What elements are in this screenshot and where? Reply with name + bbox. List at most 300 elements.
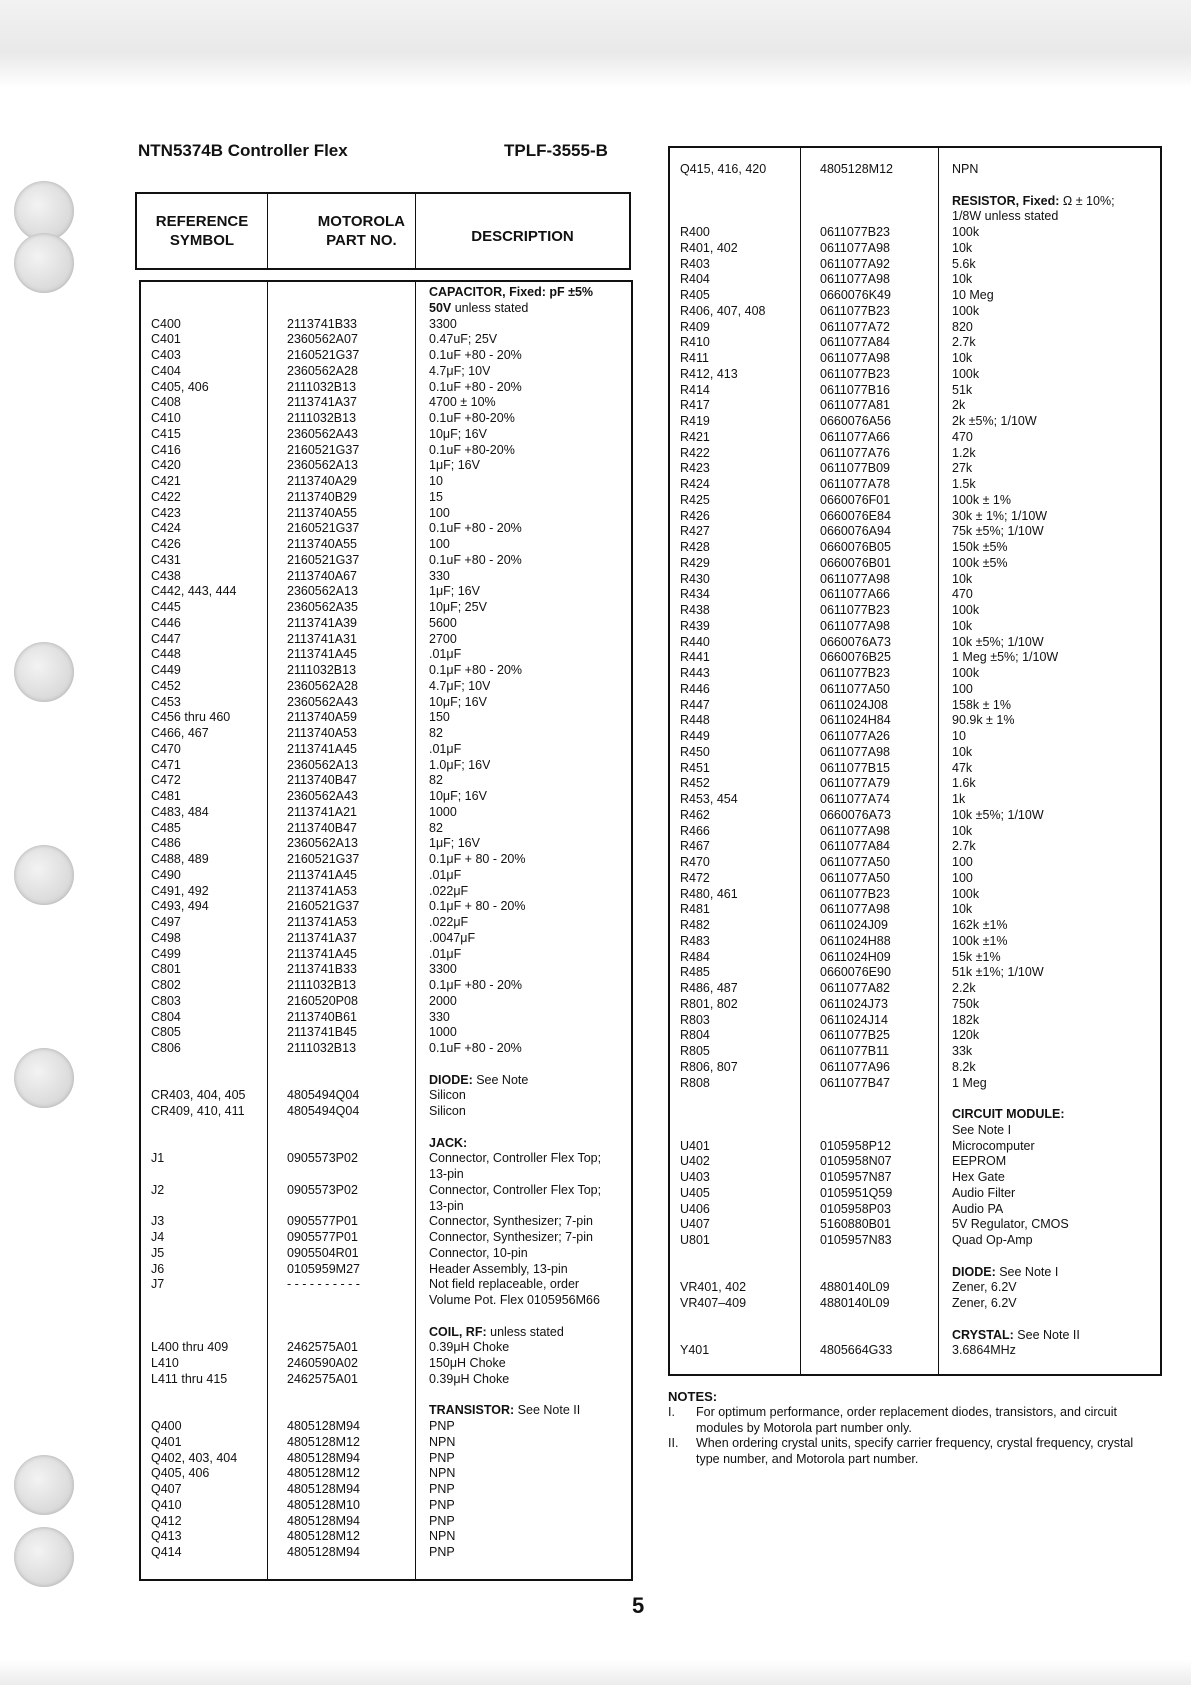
reference-symbol: Q400: [151, 1419, 182, 1433]
part-number: 0611077B23: [820, 366, 890, 381]
table-row: [141, 1262, 631, 1278]
table-row: [141, 285, 631, 301]
description: 100: [952, 681, 973, 696]
table-row: [141, 1025, 631, 1041]
table-row: [670, 1280, 1160, 1296]
part-number: 0611077B23: [820, 886, 890, 901]
part-number: 2160521G37: [287, 521, 360, 536]
reference-symbol: R406, 407, 408: [680, 303, 766, 318]
description: [415, 1403, 580, 1419]
part-number: 2111032B13: [287, 411, 357, 425]
left-parts-table: [139, 280, 633, 1581]
part-number: 0611077B15: [820, 760, 890, 775]
reference-symbol: C466, 467: [151, 726, 209, 740]
reference-symbol: R450: [680, 744, 710, 759]
description: .01μF: [429, 867, 462, 882]
description: Connector, Controller Flex Top;: [429, 1151, 602, 1166]
part-number: 0611077A98: [820, 240, 890, 255]
part-number: - - - - - - - - - -: [287, 1277, 360, 1292]
description: [415, 285, 593, 301]
reference-symbol: J6: [151, 1261, 165, 1276]
part-number: 0611077A98: [820, 744, 890, 759]
description: .0047μF: [429, 930, 476, 945]
description: .022μF: [429, 915, 469, 929]
part-number: 2113741A21: [287, 804, 357, 819]
reference-symbol: Q415, 416, 420: [680, 162, 767, 176]
reference-symbol: R453, 454: [680, 792, 738, 806]
description: PNP: [429, 1419, 455, 1433]
table-row: [670, 1091, 1160, 1107]
table-row: [670, 1139, 1160, 1155]
description: 75k ±5%; 1/10W: [952, 524, 1044, 539]
table-row: [141, 301, 631, 317]
reference-symbol: Q401: [151, 1434, 182, 1449]
reference-symbol: R808: [680, 1075, 710, 1090]
description: NPN: [429, 1466, 456, 1481]
table-row: [670, 603, 1160, 619]
part-number: 0611077B23: [820, 225, 890, 239]
part-number: 0905504R01: [287, 1245, 359, 1260]
part-number: [267, 1388, 415, 1404]
table-row: [141, 773, 631, 789]
part-number: [267, 1293, 415, 1309]
section-heading: JACK:: [429, 1135, 468, 1150]
section-heading: DIODE:: [952, 1264, 996, 1279]
reference-symbol: C416: [151, 442, 181, 457]
section-heading: DIODE:: [429, 1072, 473, 1087]
part-number: 0611077B23: [820, 603, 890, 617]
part-number: 4805494Q04: [287, 1104, 360, 1118]
part-number: 4805128M12: [287, 1529, 360, 1544]
part-number: 2160521G37: [287, 552, 360, 567]
description: 2k ±5%; 1/10W: [952, 414, 1037, 428]
binder-hole: [14, 642, 74, 702]
description: 4700 ± 10%: [429, 395, 496, 410]
part-number: 2113741A37: [287, 930, 357, 945]
part-number: 4805128M94: [287, 1419, 360, 1433]
table-row: [670, 446, 1160, 462]
table-row: [670, 1123, 1160, 1139]
reference-symbol: R429: [680, 555, 710, 570]
description: 100: [429, 537, 450, 551]
section-note: See Note II: [514, 1403, 581, 1418]
description: Connector, Synthesizer; 7-pin: [429, 1214, 593, 1229]
description: 0.1uF +80 - 20%: [429, 521, 522, 536]
table-row: [670, 524, 1160, 540]
part-number: [267, 285, 415, 301]
table-row: [141, 1340, 631, 1356]
description: Connector, Synthesizer; 7-pin: [429, 1230, 593, 1244]
description: 5V Regulator, CMOS: [952, 1217, 1069, 1232]
part-number: 0905577P01: [287, 1230, 358, 1244]
reference-symbol: U405: [680, 1185, 710, 1200]
note-text: For optimum performance, order replacement diodes, transistors, and circuit modules by Motorola part number only.: [696, 1404, 1118, 1435]
reference-symbol: C405, 406: [151, 379, 209, 394]
description: [938, 1249, 952, 1265]
table-row: [670, 162, 1160, 178]
section-note: See Note I: [995, 1264, 1059, 1279]
part-number: 2113741A31: [287, 631, 357, 646]
reference-symbol: R451: [680, 760, 710, 775]
reference-symbol: C403: [151, 348, 181, 362]
reference-symbol: [141, 1073, 267, 1089]
description: 100k: [952, 225, 980, 239]
description: 82: [429, 726, 443, 740]
reference-symbol: [670, 1265, 800, 1281]
table-row: [670, 194, 1160, 210]
reference-symbol: R449: [680, 729, 710, 743]
reference-symbol: C804: [151, 1009, 181, 1024]
reference-symbol: R427: [680, 524, 710, 539]
table-row: [670, 855, 1160, 871]
reference-symbol: C410: [151, 411, 181, 425]
part-number: [267, 1073, 415, 1089]
table-row: [670, 1312, 1160, 1328]
table-row: [141, 758, 631, 774]
part-number: [267, 1309, 415, 1325]
table-row: [141, 348, 631, 364]
reference-symbol: R472: [680, 870, 710, 885]
description: 150k ±5%: [952, 540, 1008, 554]
description: 1 Meg ±5%; 1/10W: [952, 650, 1059, 665]
table-row: [141, 506, 631, 522]
part-number: 0611077A50: [820, 870, 890, 885]
section-note: unless stated: [486, 1324, 564, 1339]
part-number: 2113741A53: [287, 915, 357, 929]
table-row: [141, 1199, 631, 1215]
reference-symbol: R414: [680, 382, 710, 397]
description: 1.2k: [952, 445, 976, 460]
part-number: 2160520P08: [287, 993, 358, 1008]
table-row: [141, 962, 631, 978]
table-row: [141, 395, 631, 411]
reference-symbol: C470: [151, 741, 181, 756]
description: 8.2k: [952, 1059, 976, 1074]
reference-symbol: R421: [680, 429, 710, 444]
table-row: [141, 710, 631, 726]
description: 10μF; 25V: [429, 600, 487, 614]
table-row: [670, 272, 1160, 288]
reference-symbol: L400 thru 409: [151, 1340, 229, 1355]
description: [415, 1309, 429, 1325]
table-row: [670, 572, 1160, 588]
part-number: 4880140L09: [820, 1280, 890, 1295]
part-number: 4880140L09: [820, 1296, 890, 1310]
part-number: 0611077A50: [820, 681, 890, 696]
description: NPN: [429, 1529, 456, 1544]
part-number: [800, 1123, 938, 1139]
table-row: [141, 1057, 631, 1073]
description: 0.39μH Choke: [429, 1371, 510, 1386]
reference-symbol: [670, 194, 800, 210]
part-number: 2160521G37: [287, 442, 360, 457]
section-heading: CIRCUIT MODULE:: [952, 1107, 1065, 1121]
reference-symbol: R417: [680, 398, 710, 413]
table-row: [670, 225, 1160, 241]
table-row: [670, 808, 1160, 824]
part-number: 2160521G37: [287, 348, 360, 362]
table-row: [141, 1466, 631, 1482]
reference-symbol: C442, 443, 444: [151, 584, 237, 599]
reference-symbol: Q407: [151, 1482, 182, 1496]
reference-symbol: L411 thru 415: [151, 1371, 228, 1386]
reference-symbol: C483, 484: [151, 804, 209, 819]
reference-symbol: C453: [151, 694, 181, 709]
description: 182k: [952, 1012, 980, 1027]
description: 470: [952, 587, 973, 602]
reference-symbol: VR407–409: [680, 1296, 747, 1310]
table-row: [141, 443, 631, 459]
description: 10k: [952, 272, 973, 287]
table-row: [141, 490, 631, 506]
table-row: [141, 805, 631, 821]
description: 2.7k: [952, 839, 976, 854]
description: 2.2k: [952, 981, 976, 995]
description: 0.1μF + 80 - 20%: [429, 899, 526, 914]
part-number: 2160521G37: [287, 899, 360, 914]
part-number: 0905573P02: [287, 1151, 358, 1166]
table-row: [670, 729, 1160, 745]
reference-symbol: C438: [151, 568, 181, 583]
table-row: [141, 742, 631, 758]
reference-symbol: R804: [680, 1028, 710, 1043]
reference-symbol: [141, 285, 267, 301]
part-number: [267, 1136, 415, 1152]
reference-symbol: R410: [680, 335, 710, 350]
part-number: 0105958N07: [820, 1154, 892, 1169]
description: 100: [952, 855, 973, 869]
reference-symbol: C400: [151, 316, 181, 331]
table-row: [141, 1151, 631, 1167]
part-number: 2113740A59: [287, 710, 357, 725]
description: 1k: [952, 792, 966, 806]
part-number: [800, 178, 938, 194]
reference-symbol: C802: [151, 978, 181, 992]
section-note: See Note II: [1013, 1327, 1080, 1342]
part-number: 2360562A43: [287, 426, 358, 441]
reference-symbol: [141, 1057, 267, 1073]
note-number: I.: [668, 1404, 675, 1419]
part-number: 2111032B13: [287, 663, 357, 677]
description: .01μF: [429, 647, 462, 662]
reference-symbol: C805: [151, 1025, 181, 1040]
table-row: [670, 540, 1160, 556]
reference-symbol: C803: [151, 993, 181, 1008]
table-row: [141, 1010, 631, 1026]
table-row: [670, 351, 1160, 367]
part-number: 0611077A98: [820, 351, 890, 365]
part-number: 0611077A84: [820, 335, 890, 350]
table-row: [670, 650, 1160, 666]
table-row: [670, 178, 1160, 194]
table-row: [141, 1136, 631, 1152]
table-row: [670, 383, 1160, 399]
reference-symbol: J7: [151, 1277, 165, 1292]
reference-symbol: [141, 1120, 267, 1136]
part-number: 2360562A13: [287, 836, 358, 851]
reference-symbol: CR403, 404, 405: [151, 1088, 246, 1103]
description: [415, 1325, 564, 1341]
reference-symbol: Q410: [151, 1497, 182, 1512]
reference-symbol: L410: [151, 1356, 179, 1370]
table-row: [670, 398, 1160, 414]
table-row: [141, 1482, 631, 1498]
part-number: 0611024J09: [820, 918, 888, 932]
reference-symbol: C422: [151, 489, 181, 504]
description: Connector, Controller Flex Top;: [429, 1182, 602, 1197]
reference-symbol: R480, 461: [680, 886, 738, 901]
part-number: 0611077A66: [820, 429, 890, 444]
part-number: 0611077A66: [820, 587, 890, 602]
table-row: [670, 556, 1160, 572]
reference-symbol: R439: [680, 618, 710, 633]
description: Zener, 6.2V: [952, 1280, 1017, 1295]
description: 10k ±5%; 1/10W: [952, 807, 1044, 822]
notes-section: [668, 1389, 1158, 1468]
table-row: [141, 1309, 631, 1325]
section-heading: COIL, RF:: [429, 1324, 487, 1339]
part-number: [800, 194, 938, 210]
description: 51k: [952, 382, 973, 397]
reference-symbol: [670, 1249, 800, 1265]
reference-symbol: C490: [151, 867, 181, 882]
part-number: 0660076A73: [820, 634, 891, 649]
reference-symbol: [141, 1325, 267, 1341]
part-number: 0660076E90: [820, 965, 891, 980]
part-number: [800, 1091, 938, 1107]
reference-symbol: C449: [151, 663, 181, 677]
table-row: [141, 1230, 631, 1246]
reference-symbol: R486, 487: [680, 981, 738, 995]
table-row: [670, 257, 1160, 273]
table-row: [670, 587, 1160, 603]
table-row: [141, 1388, 631, 1404]
part-number: 0611077A79: [820, 776, 890, 791]
reference-symbol: [141, 1309, 267, 1325]
description: 10: [429, 474, 443, 488]
description: [938, 178, 952, 194]
table-row: [141, 1246, 631, 1262]
table-row: [670, 619, 1160, 635]
description: 100k ± 1%: [952, 492, 1011, 507]
description: PNP: [429, 1482, 455, 1496]
reference-symbol: R404: [680, 272, 710, 287]
table-row: [670, 824, 1160, 840]
note-number: II.: [668, 1436, 679, 1451]
reference-symbol: R467: [680, 839, 710, 854]
description: 1.6k: [952, 776, 976, 791]
column-header-table: [135, 192, 631, 270]
reference-symbol: R470: [680, 855, 710, 869]
part-number: 0611024J14: [820, 1012, 888, 1027]
section-heading: CAPACITOR, Fixed: pF ±5%: [429, 285, 594, 299]
table-row: [141, 1498, 631, 1514]
description: 0.1μF + 80 - 20%: [429, 852, 526, 866]
part-number: 0660076B25: [820, 650, 891, 665]
reference-symbol: CR409, 410, 411: [151, 1104, 245, 1118]
notes-title: NOTES:: [668, 1389, 718, 1404]
table-row: [670, 477, 1160, 493]
description: PNP: [429, 1497, 455, 1512]
note-item: [668, 1405, 1158, 1437]
reference-symbol: R423: [680, 461, 710, 476]
part-number: 2160521G37: [287, 852, 360, 866]
description: NPN: [429, 1434, 456, 1449]
reference-symbol: [141, 1388, 267, 1404]
reference-symbol: U403: [680, 1170, 710, 1184]
part-number: 0611077A98: [820, 823, 890, 838]
description: 100k ±5%: [952, 555, 1008, 570]
description: 2.7k: [952, 335, 976, 350]
reference-symbol: C448: [151, 647, 181, 662]
description: 27k: [952, 461, 973, 476]
reference-symbol: R409: [680, 319, 710, 334]
section-note: See Note: [472, 1072, 529, 1087]
part-number: 0105959M27: [287, 1261, 360, 1276]
table-row: [141, 332, 631, 348]
description: 10μF; 16V: [429, 694, 487, 709]
table-row: [670, 1343, 1160, 1359]
description: 100k: [952, 666, 980, 680]
part-number-header: MOTOROLA PART NO.: [268, 194, 416, 268]
table-row: [670, 1328, 1160, 1344]
table-row: [670, 320, 1160, 336]
table-row: [141, 836, 631, 852]
description: 158k ± 1%: [952, 697, 1011, 712]
part-number: 0660076B05: [820, 540, 891, 554]
reference-symbol: C499: [151, 946, 181, 961]
reference-symbol: [670, 1328, 800, 1344]
part-number: 2113741B33: [287, 962, 357, 977]
table-row: [670, 887, 1160, 903]
description: 1/8W unless stated: [952, 209, 1059, 224]
part-number: 0611077A92: [820, 256, 890, 271]
description: 10k: [952, 618, 973, 633]
part-number: 4805128M12: [287, 1466, 360, 1481]
reference-symbol: R438: [680, 603, 710, 617]
table-row: [141, 1277, 631, 1293]
reference-symbol: C447: [151, 631, 181, 646]
description: 10k: [952, 240, 973, 255]
part-number: 2113741A45: [287, 741, 357, 756]
table-row: [670, 981, 1160, 997]
part-number: 2113741A45: [287, 867, 357, 882]
table-row: [141, 915, 631, 931]
description: [415, 1136, 467, 1152]
table-row: [670, 430, 1160, 446]
right-rows: [670, 162, 1160, 1359]
description: [938, 1328, 1080, 1344]
description: 10k: [952, 823, 973, 838]
reference-symbol: R412, 413: [680, 366, 738, 381]
description: 0.1uF +80 - 20%: [429, 379, 522, 394]
table-row: [141, 1451, 631, 1467]
table-row: [141, 1325, 631, 1341]
part-number: 2113740B47: [287, 820, 357, 835]
description: 30k ± 1%; 1/10W: [952, 508, 1048, 523]
part-number: 0105957N83: [820, 1233, 892, 1247]
reference-symbol: C404: [151, 363, 181, 378]
reference-symbol: Q412: [151, 1513, 182, 1528]
table-row: [141, 474, 631, 490]
reference-symbol: R448: [680, 713, 710, 728]
description: 0.39μH Choke: [429, 1340, 510, 1355]
table-row: [670, 965, 1160, 981]
table-row: [141, 1435, 631, 1451]
reference-symbol: [670, 1312, 800, 1328]
table-row: [670, 1217, 1160, 1233]
reference-symbol: R428: [680, 540, 710, 554]
